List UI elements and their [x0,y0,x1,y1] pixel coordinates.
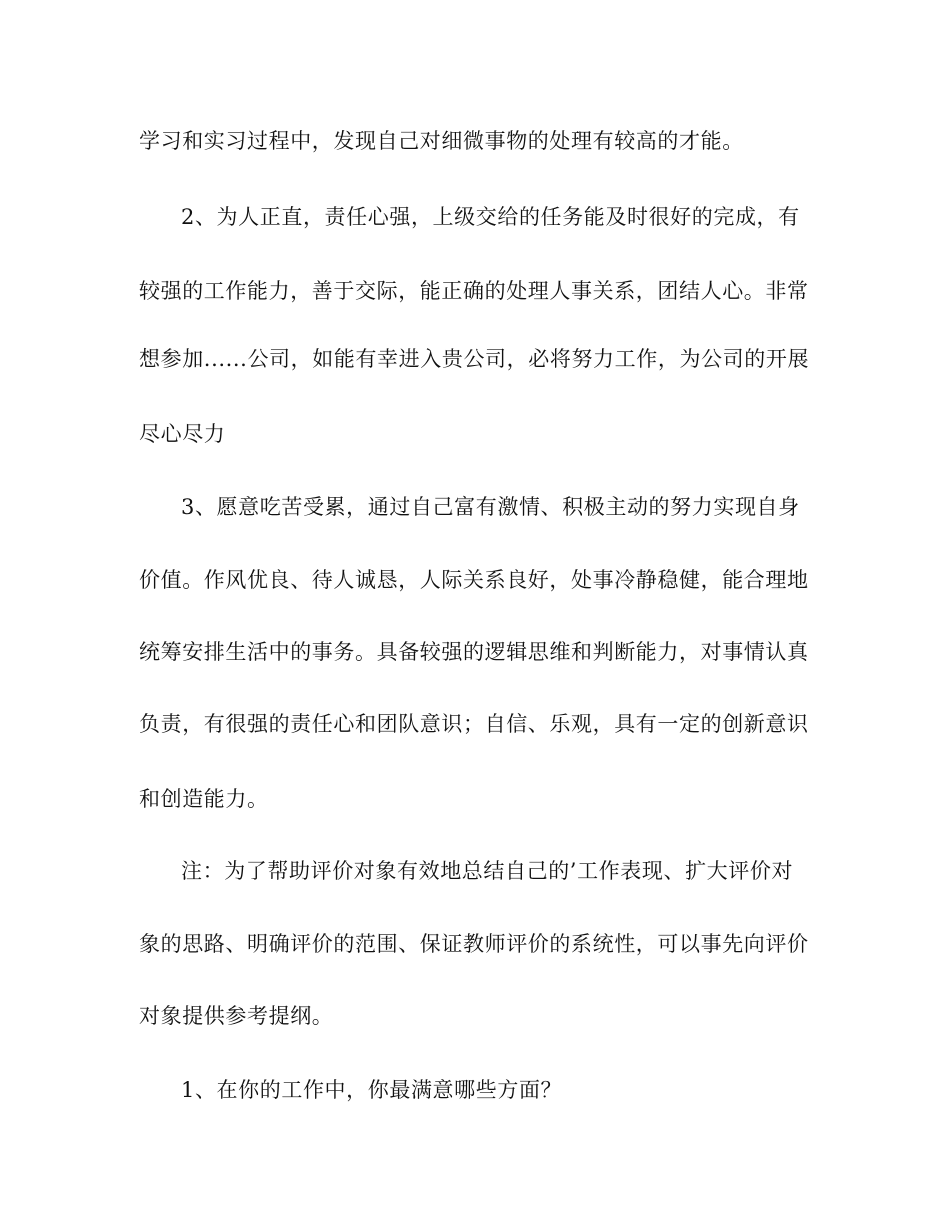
question-1-line: 1、在你的工作中，你最满意哪些方面？ [181,1078,563,1102]
text-line: 价值。作风优良、待人诚恳，人际关系良好，处事冷静稳健，能合理地 [139,568,809,592]
text-line: 和创造能力。 [139,787,269,811]
text-line: 想参加......公司，如能有幸进入贵公司，必将努力工作，为公司的开展 [139,347,810,371]
paragraph-2-first-line: 2、为人正直，责任心强，上级交给的任务能及时很好的完成，有 [181,205,800,229]
paragraph-3-first-line: 3、愿意吃苦受累，通过自己富有激情、积极主动的努力实现自身 [181,495,800,519]
text-line: 学习和实习过程中，发现自己对细微事物的处理有较高的才能。 [139,129,744,153]
text-line: 对象提供参考提纲。 [139,1004,334,1028]
note-first-line: 注：为了帮助评价对象有效地总结自己的’工作表现、扩大评价对 [181,859,794,883]
text-line: 负责，有很强的责任心和团队意识；自信、乐观，具有一定的创新意识 [139,712,809,736]
text-line: 统筹安排生活中的事务。具备较强的逻辑思维和判断能力，对事情认真 [139,640,809,664]
text-line: 尽心尽力 [139,422,226,446]
text-line: 较强的工作能力，善于交际，能正确的处理人事关系，团结人心。非常 [139,279,809,303]
text-line: 象的思路、明确评价的范围、保证教师评价的系统性，可以事先向评价 [139,932,809,956]
